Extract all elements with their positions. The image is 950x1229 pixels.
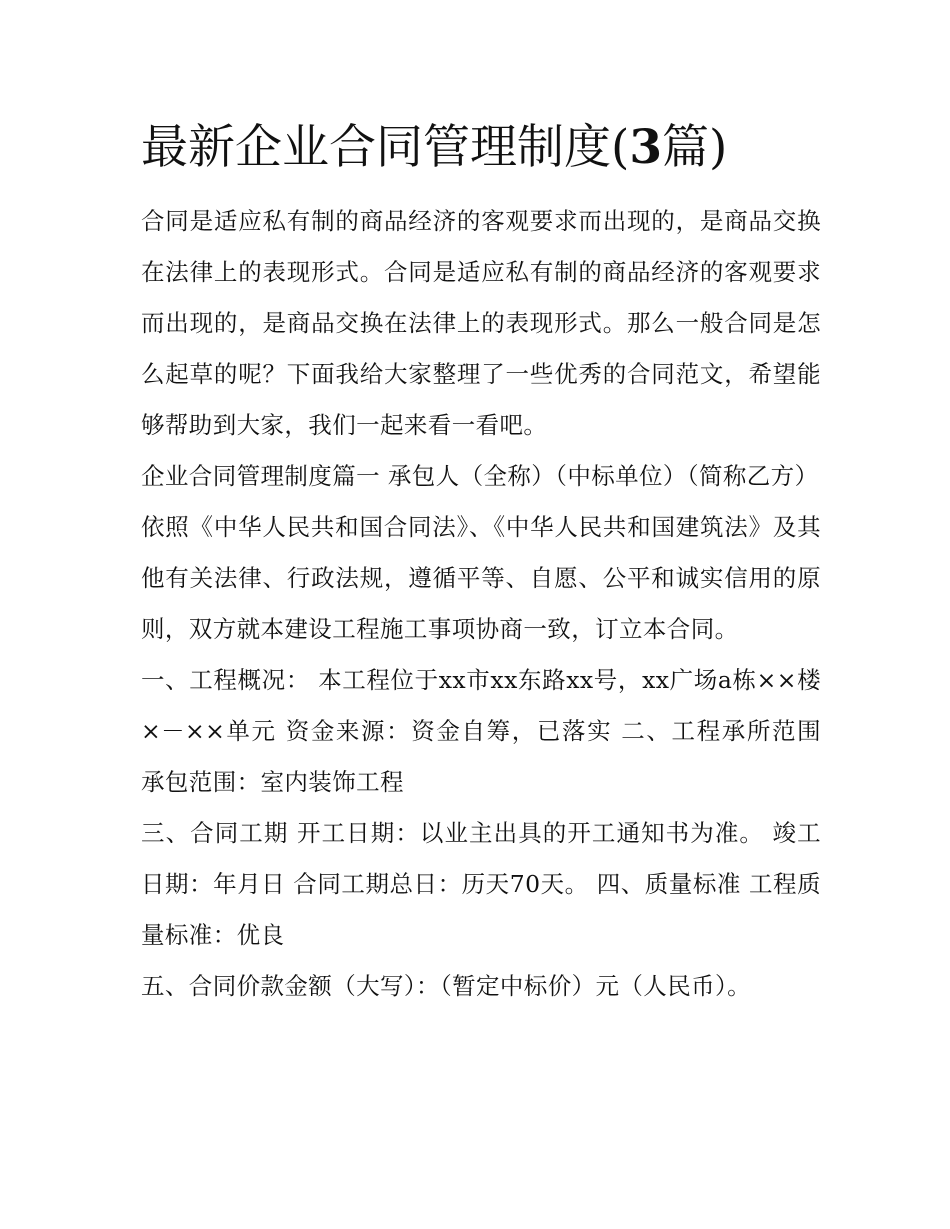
document-page [141, 108, 821, 1012]
contract-price-paragraph: 五、合同价款金额（大写）：（暂定中标价）元（人民币）。 [141, 972, 752, 1000]
title-count: 3 [629, 120, 663, 175]
intro-paragraph: 合同是适应私有制的商品经济的客观要求而出现的，是商品交换在法律上的表现形式。合同是适应私有制的商品经济的客观要求而出现的，是商品交换在法律上的表现形式。那么一般合同是怎么起草的呢？下面我给大家整理了一些优秀的合同范文，希望能够帮助到大家，我们一起来看一看吧。 [141, 207, 821, 439]
project-overview-paragraph: 一、工程概况： 本工程位于xx市xx东路xx号，xx广场a栋××楼×－××单元 资金来源：资金自筹，已落实 二、工程承所范围 承包范围：室内装饰工程 [141, 666, 821, 796]
title-main: 最新企业合同管理制度( [141, 120, 630, 175]
contractor-paragraph: 企业合同管理制度篇一 承包人（全称）（中标单位）（简称乙方） [141, 462, 819, 490]
contract-period-paragraph: 三、合同工期 开工日期：以业主出具的开工通知书为准。 竣工日期：年月日 合同工期总日：历天70天。 四、质量标准 工程质量标准：优良 [141, 819, 821, 949]
title-tail: 篇) [662, 120, 728, 175]
document-title [141, 108, 821, 188]
legal-basis-paragraph: 依照《中华人民共和国合同法》、《中华人民共和国建筑法》及其他有关法律、行政法规，遵循平等、自愿、公平和诚实信用的原则，双方就本建设工程施工事项协商一致，订立本合同。 [141, 513, 821, 643]
